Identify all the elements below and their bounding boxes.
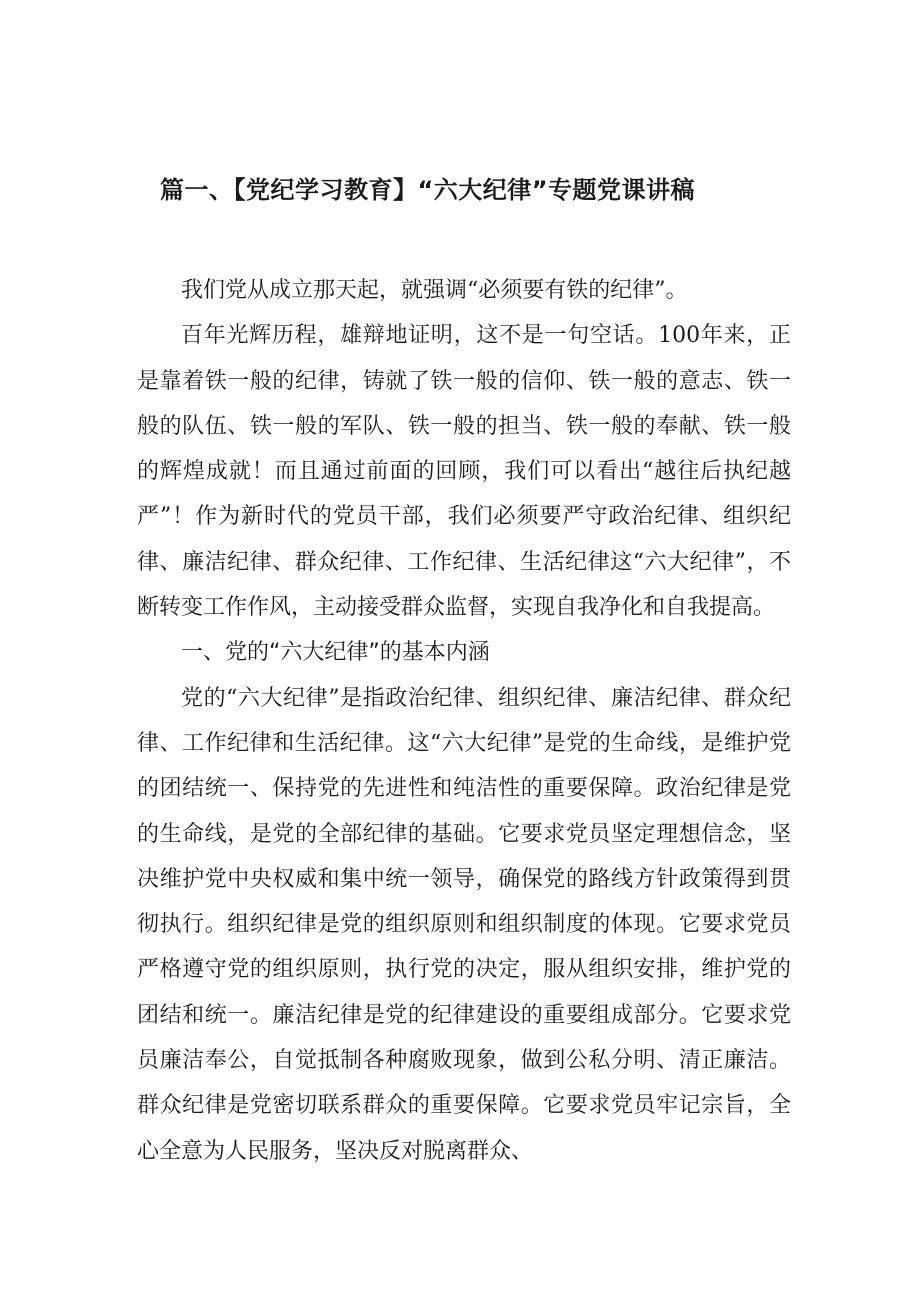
section-heading: 一、党的“六大纪律”的基本内涵 — [181, 640, 490, 666]
document-body — [137, 268, 791, 1174]
document-title: 篇一、【党纪学习教育】“六大纪律”专题党课讲稿 — [160, 176, 696, 204]
paragraph-six-disciplines: 党的“六大纪律”是指政治纪律、组织纪律、廉洁纪律、群众纪律、工作纪律和生活纪律。这“六大纪律”是党的生命线，是维护党的团结统一、保持党的先进性和纯洁性的重要保障。政治纪律是党的生命线，是党的全部纪律的基础。它要求党员坚定理想信念，坚决维护党中央权威和集中统一领导，确保党的路线方针政策得到贯彻执行。组织纪律是党的组织原则和组织制度的体现。它要求党员严格遵守党的组织原则，执行党的决定，服从组织安排，维护党的团结和统一。廉洁纪律是党的纪律建设的重要组成部分。它要求党员廉洁奉公，自觉抵制各种腐败现象，做到公私分明、清正廉洁。群众纪律是党密切联系群众的重要保障。它要求党员牢记宗旨，全心全意为人民服务，坚决反对脱离群众、 — [137, 685, 791, 1164]
paragraph-intro: 我们党从成立那天起，就强调“必须要有铁的纪律”。 — [181, 278, 688, 303]
paragraph-history: 百年光辉历程，雄辩地证明，这不是一句空话。100年来，正是靠着铁一般的纪律，铸就了铁一般的信仰、铁一般的意志、铁一般的队伍、铁一般的军队、铁一般的担当、铁一般的奉献、铁一般的辉煌成就！而且通过前面的回顾，我们可以看出“越往后执纪越严”！作为新时代的党员干部，我们必须要严守政治纪律、组织纪律、廉洁纪律、群众纪律、工作纪律、生活纪律这“六大纪律”，不断转变工作作风，主动接受群众监督，实现自我净化和自我提高。 — [137, 323, 791, 621]
